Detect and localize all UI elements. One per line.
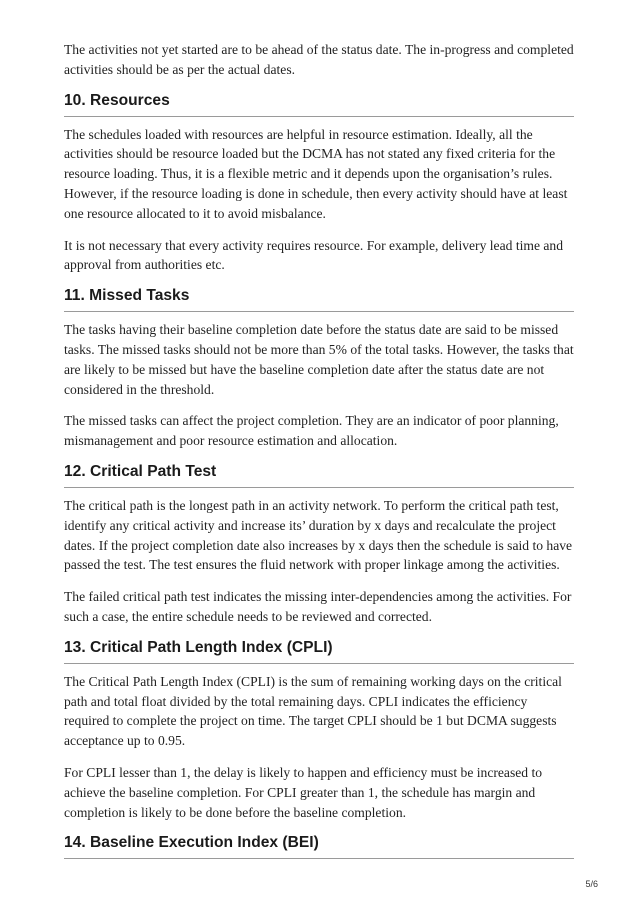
section-heading: 13. Critical Path Length Index (CPLI) <box>64 639 574 664</box>
section-paragraph: The missed tasks can affect the project completion. They are an indicator of poor planning, mismanagement and poor resource estimation and allocation. <box>64 413 559 449</box>
intro-paragraph: The activities not yet started are to be ahead of the status date. The in-progress and completed activities should be as per the actual dates. <box>64 42 574 77</box>
section-paragraph: It is not necessary that every activity requires resource. For example, delivery lead time and approval from authorities etc. <box>64 237 564 273</box>
section-critical-path-test <box>64 463 574 627</box>
document-page <box>64 40 574 867</box>
section-paragraph: The failed critical path test indicates the missing inter-dependencies among the activities. For such a case, the entire schedule needs to be reviewed and corrected. <box>64 589 572 624</box>
section-bei <box>64 834 574 859</box>
page-number: 5/6 <box>585 879 598 889</box>
section-heading: 10. Resources <box>64 92 574 117</box>
section-heading: 12. Critical Path Test <box>64 463 574 488</box>
section-heading: 14. Baseline Execution Index (BEI) <box>64 834 574 859</box>
section-cpli <box>64 639 574 823</box>
section-missed-tasks <box>64 287 574 451</box>
section-paragraph: The schedules loaded with resources are helpful in resource estimation. Ideally, all the activities should be resource loaded but the DCMA has not stated any fixed criteria for the resource loading. Thus, it is a flexible metric and it depends upon the organisation’s rules. However, if the resource loading is done in schedule, then every activity should have at least one resource allocated to it to avoid misbalance. <box>64 126 568 221</box>
section-paragraph: The critical path is the longest path in an activity network. To perform the critical path test, identify any critical activity and increase its’ duration by x days and recalculate the project dates. If the project completion date also increases by x days then the schedule is said to have passed the test. The test ensures the fluid network with proper linkage among the activities. <box>64 497 573 573</box>
section-paragraph: The Critical Path Length Index (CPLI) is the sum of remaining working days on the critical path and total float divided by the total remaining days. CPLI indicates the efficiency required to complete the project on time. The target CPLI should be 1 but DCMA suggests acceptance up to 0.95. <box>64 673 562 749</box>
section-paragraph: The tasks having their baseline completion date before the status date are said to be missed tasks. The missed tasks should not be more than 5% of the total tasks. However, the tasks that are likely to be missed but have the baseline completion date after the status date are not considered in the threshold. <box>64 322 574 397</box>
section-paragraph: For CPLI lesser than 1, the delay is likely to happen and efficiency must be increased to achieve the baseline completion. For CPLI greater than 1, the schedule has margin and completion is likely to be done before the baseline completion. <box>64 764 543 820</box>
section-heading: 11. Missed Tasks <box>64 287 574 312</box>
section-resources <box>64 92 574 276</box>
